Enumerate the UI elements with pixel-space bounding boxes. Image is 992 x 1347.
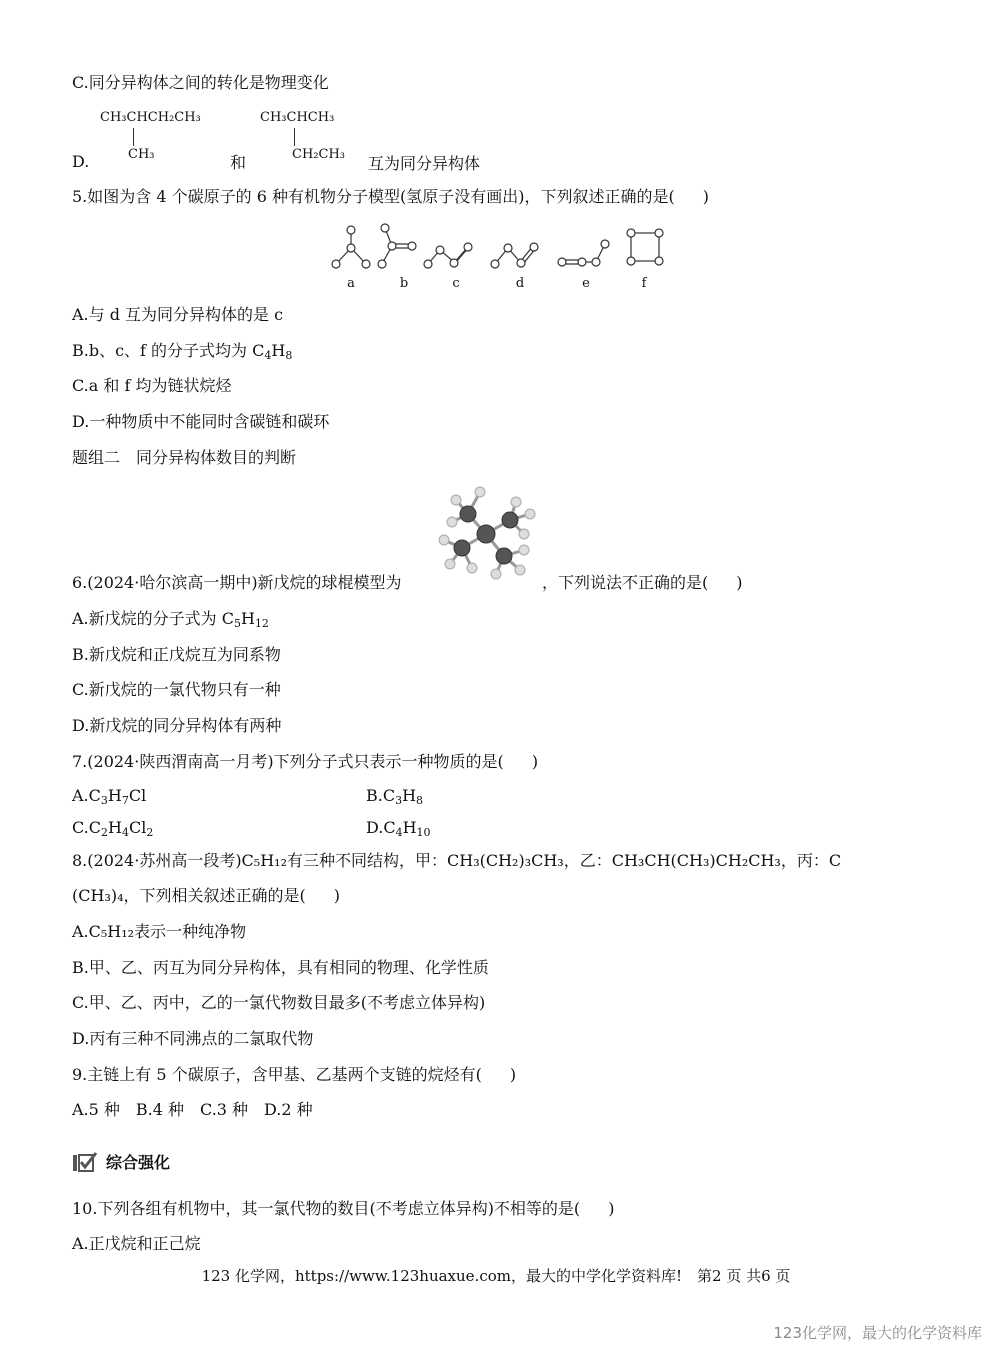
q4-d-struct2-bond [294, 128, 295, 146]
q5-stem: 5.如图为含 4 个碳原子的 6 种有机物分子模型(氢原子没有画出)，下列叙述正确的是( ) [72, 187, 709, 206]
section-title: 综合强化 [106, 1153, 171, 1172]
q9-stem: 9.主链上有 5 个碳原子，含甲基、乙基两个支链的烷烃有( ) [72, 1065, 517, 1084]
page-footer: 123 化学网，https://www.123huaxue.com，最大的中学化学资料库! 第2 页 共6 页 [201, 1267, 791, 1285]
q4-d-struct1-branch: CH₃ [128, 147, 155, 162]
section-heading [72, 1150, 170, 1173]
q8-option-a: A.C₅H₁₂表示一种纯净物 [72, 922, 247, 941]
q10-option-a: A.正戊烷和正己烷 [72, 1234, 201, 1253]
q6-stem-tail: ，下列说法不正确的是( ) [542, 573, 743, 592]
q4-d-struct2-main: CH₃CHCH₃ [260, 110, 335, 125]
molecule-f [627, 229, 663, 265]
molecule-b [378, 224, 416, 268]
molecule-label-f: f [641, 276, 647, 291]
molecule-d [491, 243, 538, 268]
molecule-e [558, 240, 609, 266]
q8-stem-line2: (CH₃)₄，下列相关叙述正确的是( ) [72, 886, 341, 905]
molecule-label-b: b [399, 276, 409, 291]
q6-option-a: A.新戊烷的分子式为 $C_5H_{12}$ [72, 609, 269, 630]
q7-option-b: $B.C_3H_8$ [366, 786, 424, 807]
q7-option-d: $D.C_4H_{10}$ [366, 818, 431, 839]
q8-option-c: C.甲、乙、丙中，乙的一氯代物数目最多(不考虑立体异构) [72, 993, 486, 1012]
q6-option-b: B.新戊烷和正戊烷互为同系物 [72, 645, 281, 664]
molecule-models-figure [320, 222, 670, 274]
q8-option-d: D.丙有三种不同沸点的二氯取代物 [72, 1029, 314, 1048]
q8-stem-line1: 8.(2024·苏州高一段考)C₅H₁₂有三种不同结构，甲：CH₃(CH₂)₃CH₃，乙：CH₃CH(CH₃)CH₂CH₃，丙：C [72, 851, 842, 870]
q8-option-b: B.甲、乙、丙互为同分异构体，具有相同的物理、化学性质 [72, 958, 489, 977]
q6-stem: 6.(2024·哈尔滨高一期中)新戊烷的球棍模型为 [72, 573, 402, 592]
q4-d-struct1-bond [133, 128, 134, 146]
neopentane-ball-stick-image [436, 478, 540, 582]
q4-option-d-suffix: 互为同分异构体 [368, 154, 481, 173]
q7-option-a: $A.C_3H_7Cl$ [72, 786, 147, 807]
watermark: 123化学网，最大的化学资料库 [773, 1324, 982, 1342]
q4-d-struct1-main: CH₃CHCH₂CH₃ [100, 110, 201, 125]
q9-options: A.5 种 B.4 种 C.3 种 D.2 种 [72, 1100, 313, 1119]
molecule-c [424, 243, 472, 268]
molecule-label-d: d [515, 276, 525, 291]
q4-option-d-prefix: D. [72, 152, 90, 171]
q5-option-d: D.一种物质中不能同时含碳链和碳环 [72, 412, 330, 431]
q7-stem: 7.(2024·陕西渭南高一月考)下列分子式只表示一种物质的是( ) [72, 752, 539, 771]
molecule-label-e: e [582, 276, 590, 291]
q4-d-struct2-branch: CH₂CH₃ [292, 147, 345, 162]
q5-option-a: A.与 d 互为同分异构体的是 c [72, 305, 284, 324]
q4-option-c: C.同分异构体之间的转化是物理变化 [72, 73, 329, 92]
molecule-label-a: a [347, 276, 355, 291]
molecule-a [332, 226, 370, 268]
q10-stem: 10.下列各组有机物中，其一氯代物的数目(不考虑立体异构)不相等的是( ) [72, 1199, 615, 1218]
group-2-heading: 题组二 同分异构体数目的判断 [72, 448, 297, 467]
molecule-label-c: c [452, 276, 460, 291]
q6-option-d: D.新戊烷的同分异构体有两种 [72, 716, 282, 735]
q5-option-c: C.a 和 f 均为链状烷烃 [72, 376, 232, 395]
q7-option-c: $C.C_2H_4Cl_2$ [72, 818, 154, 839]
check-box-icon [72, 1151, 98, 1173]
q6-option-c: C.新戊烷的一氯代物只有一种 [72, 680, 281, 699]
q4-option-d-and: 和 [230, 153, 247, 172]
q5-option-b: B.b、c、f 的分子式均为 $C_4H_8$ [72, 341, 293, 362]
